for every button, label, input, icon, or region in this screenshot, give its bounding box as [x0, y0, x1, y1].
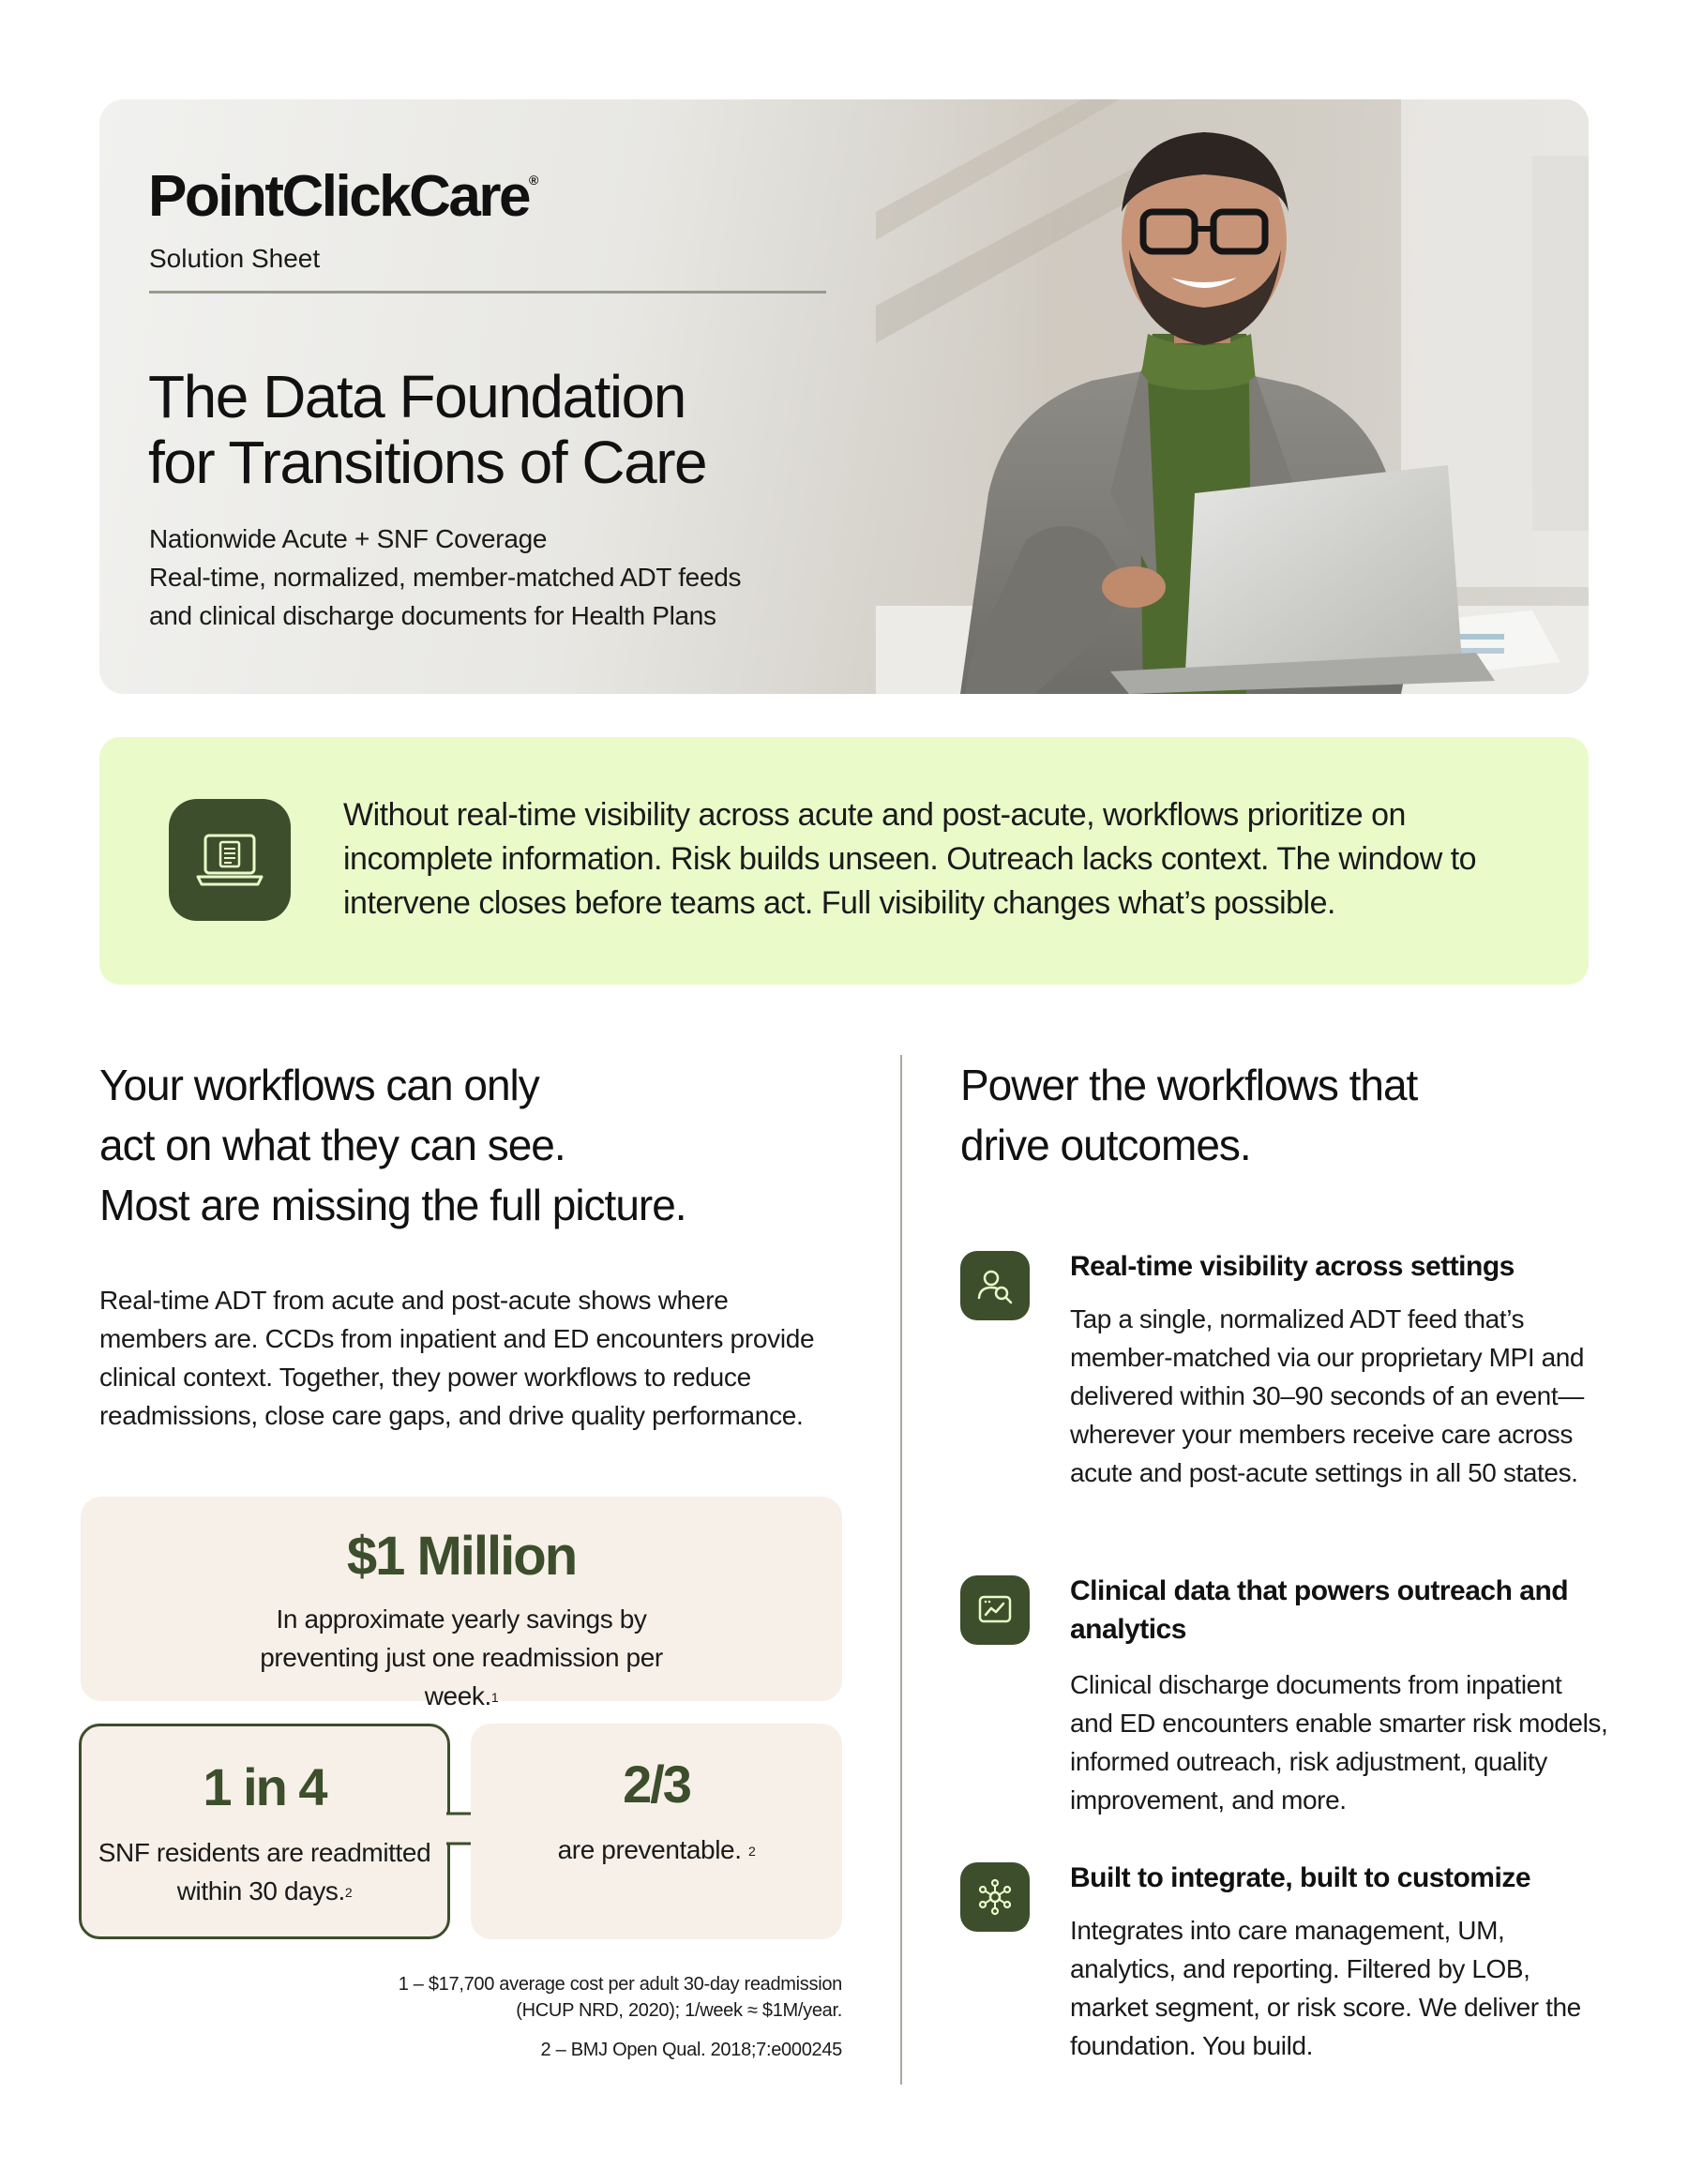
laptop-document-icon	[192, 822, 267, 897]
feature-title: Clinical data that powers outreach and analytics	[1070, 1575, 1569, 1645]
savings-stat-caption-text: In approximate yearly savings by preventing just one readmission per week.	[260, 1604, 663, 1710]
smiling-man-with-laptop-photo	[876, 99, 1589, 694]
brand-logo	[148, 163, 538, 230]
chart-monitor-icon	[976, 1591, 1014, 1629]
right-heading-line-1: Power the workflows that	[960, 1061, 1418, 1109]
hero-subtitle-line-1: Nationwide Acute + SNF Coverage	[149, 524, 548, 553]
footnotes	[281, 1971, 842, 2063]
right-heading	[960, 1055, 1417, 1175]
readmission-rate-stat-card	[79, 1724, 450, 1939]
page-title-line-1: The Data Foundation	[148, 363, 686, 430]
network-nodes-icon	[976, 1878, 1014, 1916]
hero-divider	[149, 291, 826, 294]
savings-stat-value: $1 Million	[346, 1526, 577, 1587]
savings-stat-caption	[221, 1600, 701, 1715]
left-heading-line-3: Most are missing the full picture.	[99, 1181, 686, 1229]
hero-subtitle-line-3: and clinical discharge documents for Health Plans	[149, 601, 716, 630]
callout-text: Without real-time visibility across acute and post-acute, workflows prioritize on incomplete information. Risk builds unseen. Outreach lacks context. The window to intervene closes before teams act. Full visibility changes what’s possible.	[343, 797, 1477, 921]
callout-icon-tile	[169, 799, 291, 921]
preventable-stat-caption-text: are preventable.	[557, 1835, 748, 1864]
left-heading	[99, 1055, 686, 1235]
left-heading-line-2: act on what they can see.	[99, 1121, 565, 1169]
feature-title: Real-time visibility across settings	[1070, 1251, 1515, 1282]
left-heading-line-1: Your workflows can only	[99, 1061, 539, 1109]
page-title	[148, 364, 706, 495]
preventable-stat-value: 2/3	[623, 1755, 690, 1814]
left-body-text: Real-time ADT from acute and post-acute shows where members are. CCDs from inpatient and ED encounters provide clinical context. Together, they power workflows to reduce readmissions, close care gaps, and drive quality performance.	[99, 1286, 815, 1430]
footnote-ref-2b: 2	[747, 1844, 756, 1859]
hero-subtitle	[149, 520, 741, 635]
feature-body: Clinical discharge documents from inpatient and ED encounters enable smarter risk models, informed outreach, risk adjustment, quality improvement, and more.	[1070, 1670, 1608, 1815]
readmission-rate-value: 1 in 4	[203, 1757, 326, 1816]
right-heading-line-2: drive outcomes.	[960, 1121, 1251, 1169]
feature-title: Built to integrate, built to customize	[1070, 1862, 1530, 1893]
hero-eyebrow: Solution Sheet	[149, 244, 321, 273]
readmission-rate-caption	[91, 1833, 438, 1910]
footnote-ref-2: 2	[344, 1885, 353, 1900]
page-title-line-2: for Transitions of Care	[148, 429, 707, 496]
person-search-icon	[976, 1267, 1014, 1304]
footnote-1-line-2: (HCUP NRD, 2020); 1/week ≈ $1M/year.	[516, 2000, 842, 2021]
feature-icon-tile	[960, 1251, 1030, 1320]
registered-mark: ®	[529, 173, 539, 188]
savings-stat-card	[81, 1497, 842, 1710]
feature-icon-tile	[960, 1575, 1030, 1645]
feature-body: Integrates into care management, UM, analytics, and reporting. Filtered by LOB, market segment, or risk score. We deliver the foundation. You build.	[1070, 1916, 1581, 2060]
preventable-stat-card	[471, 1724, 842, 1939]
feature-body: Tap a single, normalized ADT feed that’s member-matched via our proprietary MPI and delivered within 30–90 seconds of an event—wherever your members receive care across acute and post-acute settings in all 50 states.	[1070, 1304, 1585, 1487]
readmission-rate-caption-text: SNF residents are readmitted within 30 days.	[98, 1838, 431, 1905]
preventable-stat-caption	[480, 1830, 833, 1869]
footnote-1-line-1: 1 – $17,700 average cost per adult 30-day readmission	[398, 1974, 842, 1995]
hero-subtitle-line-2: Real-time, normalized, member-matched ADT feeds	[149, 563, 742, 592]
brand-logo-text: PointClickCare	[148, 164, 530, 229]
feature-icon-tile	[960, 1862, 1030, 1932]
footnote-2: 2 – BMJ Open Qual. 2018;7:e000245	[540, 2040, 842, 2060]
column-divider	[900, 1055, 902, 2085]
visibility-callout	[99, 737, 1589, 985]
footnote-ref-1: 1	[490, 1690, 499, 1705]
hero-banner	[99, 99, 1589, 694]
